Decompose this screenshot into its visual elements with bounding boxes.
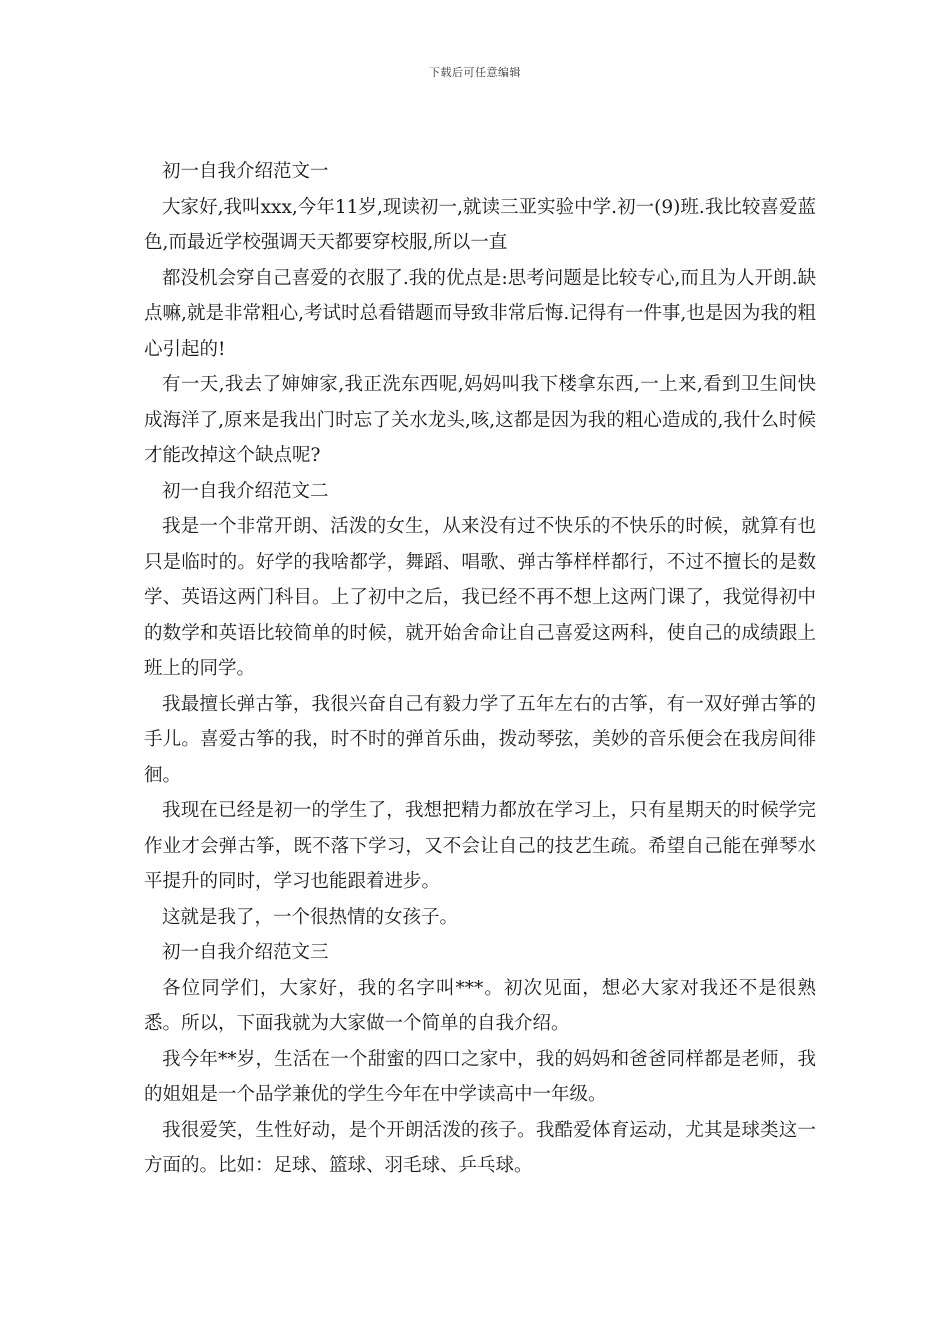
page-header: 下载后可任意编辑 (429, 66, 521, 79)
section-heading-2: 初一自我介绍范文二 (162, 480, 329, 502)
paragraph: 这就是我了，一个很热情的女孩子。 (162, 906, 459, 928)
section-heading-1: 初一自我介绍范文一 (162, 161, 329, 182)
paragraph: 各位同学们，大家好，我的名字叫***。初次见面，想必大家对我还不是很熟悉。所以，下面我就为大家做一个简单的自我介绍。 (144, 977, 816, 1034)
paragraph: 我今年**岁，生活在一个甜蜜的四口之家中，我的妈妈和爸爸同样都是老师，我的姐姐是一个品学兼优的学生今年在中学读高中一年级。 (144, 1048, 816, 1105)
section-heading-3: 初一自我介绍范文三 (162, 942, 329, 963)
paragraph: 大家好,我叫xxx,今年11岁,现读初一,就读三亚实验中学.初一(9)班.我比较喜爱蓝色,而最近学校强调天天都要穿校服,所以一直 (144, 196, 816, 253)
paragraph: 我很爱笑，生性好动，是个开朗活泼的孩子。我酷爱体育运动，尤其是球类这一方面的。比如：足球、篮球、羽毛球、乒乓球。 (144, 1119, 816, 1176)
paragraph: 有一天,我去了婶婶家,我正洗东西呢,妈妈叫我下楼拿东西,一上来,看到卫生间快成海洋了,原来是我出门时忘了关水龙头,咳,这都是因为我的粗心造成的,我什么时候才能改掉这个缺点呢? (144, 374, 816, 466)
paragraph: 我最擅长弹古筝，我很兴奋自己有毅力学了五年左右的古筝，有一双好弹古筝的手儿。喜爱古筝的我，时不时的弹首乐曲，拨动琴弦，美妙的音乐便会在我房间徘徊。 (144, 693, 816, 786)
paragraph: 都没机会穿自己喜爱的衣服了.我的优点是:思考问题是比较专心,而且为人开朗.缺点嘛,就是非常粗心,考试时总看错题而导致非常后悔.记得有一件事,也是因为我的粗心引起的! (144, 267, 816, 360)
document-body (144, 154, 816, 1184)
paragraph: 我是一个非常开朗、活泼的女生，从来没有过不快乐的不快乐的时候，就算有也只是临时的。好学的我啥都学，舞蹈、唱歌、弹古筝样样都行，不过不擅长的是数学、英语这两门科目。上了初中之后，我已经不再不想上这两门课了，我觉得初中的数学和英语比较简单的时候，就开始舍命让自己喜爱这两科，使自己的成绩跟上班上的同学。 (144, 516, 816, 679)
paragraph: 我现在已经是初一的学生了，我想把精力都放在学习上，只有星期天的时候学完作业才会弹古筝，既不落下学习，又不会让自己的技艺生疏。希望自己能在弹琴水平提升的同时，学习也能跟着进步。 (144, 800, 816, 892)
